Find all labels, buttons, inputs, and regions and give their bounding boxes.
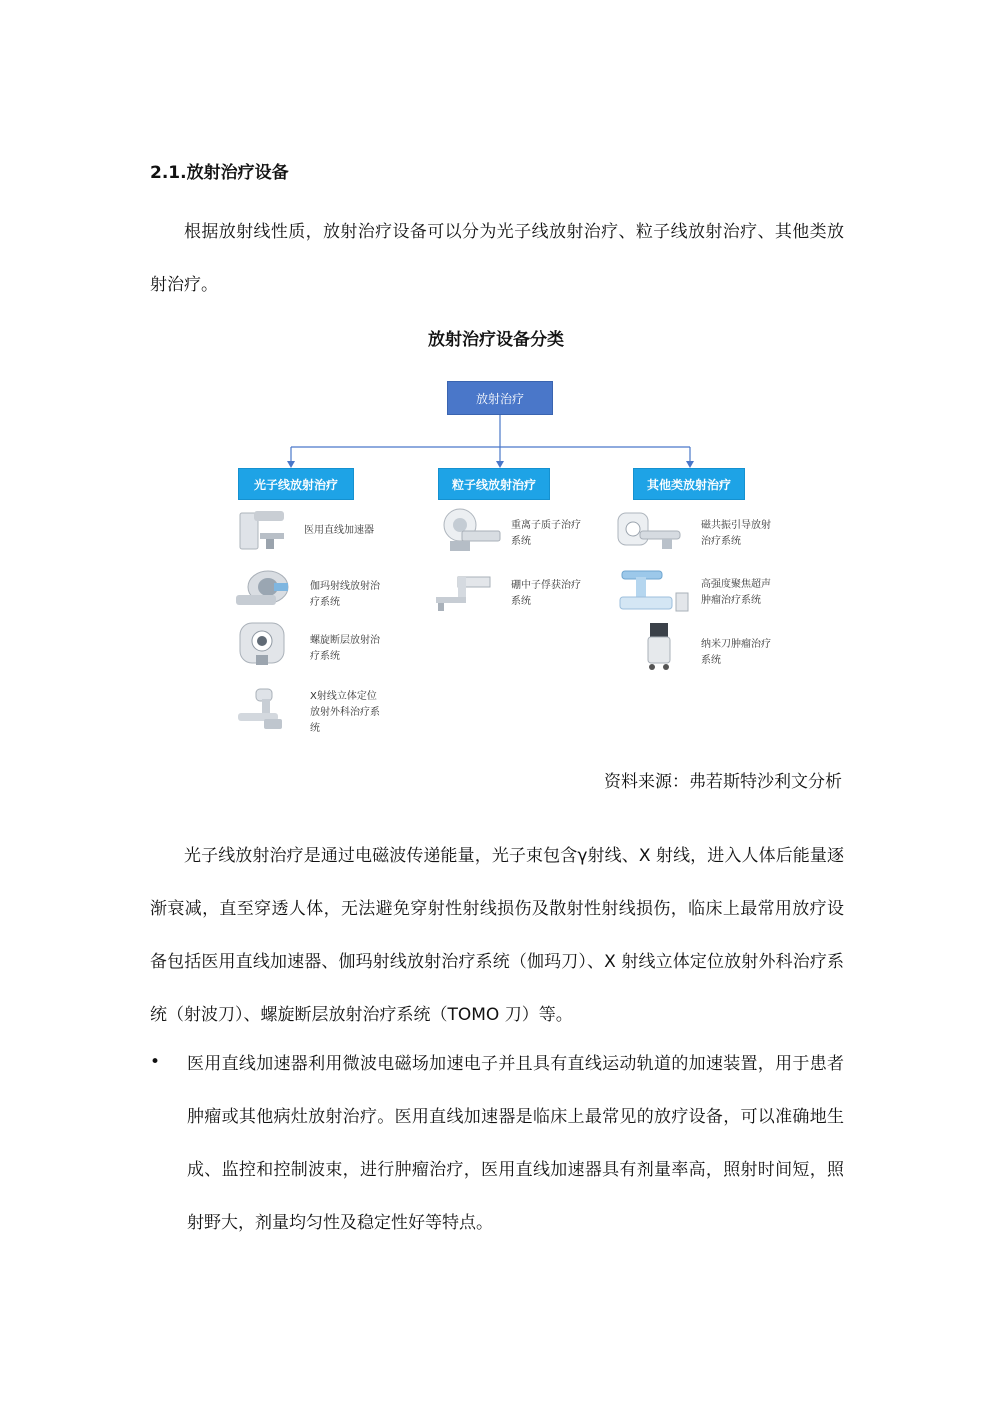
intro-paragraph: 根据放射线性质，放射治疗设备可以分为光子线放射治疗、粒子线放射治疗、其他类放射治疗。 [150,222,844,295]
item-hifu-label: 高强度聚焦超声肿瘤治疗系统 [701,579,771,606]
cyberknife-image [234,687,292,733]
bullet-paragraph: 医用直线加速器利用微波电磁场加速电子并且具有直线运动轨道的加速装置，用于患者肿瘤或其他病灶放射治疗。医用直线加速器是临床上最常见的放疗设备，可以准确地生成、监控和控制波束，进行肿瘤治疗，医用直线加速器具有剂量率高，照射时间短，照射野大，剂量均匀性及稳定性好等特点。 [187,1054,844,1233]
item-nanoknife-label: 纳米刀肿瘤治疗系统 [701,639,771,666]
linac-device-image [236,507,288,553]
section-heading: 2.1.放射治疗设备 [150,163,289,183]
root-node: 放射治疗 [447,381,553,415]
nanoknife-image [640,621,680,673]
hifu-device-image [616,567,692,617]
figure-title: 放射治疗设备分类 [428,330,564,350]
category-photon: 光子线放射治疗 [238,468,354,500]
body-paragraph: 光子线放射治疗是通过电磁波传递能量，光子束包含γ射线、X 射线，进入人体后能量逐渐衰减，直至穿透人体，无法避免穿射性射线损伤及散射性射线损伤，临床上最常用放疗设备包括医用直线加速器、伽玛射线放射治疗系统（伽玛刀）、X 射线立体定位放射外科治疗系统（射波刀）、螺旋断层放射治疗系统（TOMO 刀）等。 [150,846,844,1025]
category-particle: 粒子线放射治疗 [438,468,550,500]
item-proton-label: 重离子质子治疗系统 [511,520,581,547]
item-bnct-label: 硼中子俘获治疗系统 [511,580,581,607]
mr-linac-image [614,509,682,553]
item-gamma-label: 伽玛射线放射治疗系统 [310,581,380,608]
item-mr-linac-label: 磁共振引导放射治疗系统 [701,520,771,547]
item-tomo-label: 螺旋断层放射治疗系统 [310,635,380,662]
proton-device-image [432,505,504,555]
bnct-device-image [434,573,494,613]
item-cyberknife-label: X射线立体定位放射外科治疗系统 [310,691,380,734]
bullet-marker: • [150,1052,161,1072]
figure-source: 资料来源：弗若斯特沙利文分析 [604,772,842,792]
category-other: 其他类放射治疗 [633,468,745,500]
item-linac-label: 医用直线加速器 [304,525,374,536]
classification-diagram [230,375,770,745]
gamma-knife-image [234,565,292,611]
tomo-device-image [234,621,292,667]
